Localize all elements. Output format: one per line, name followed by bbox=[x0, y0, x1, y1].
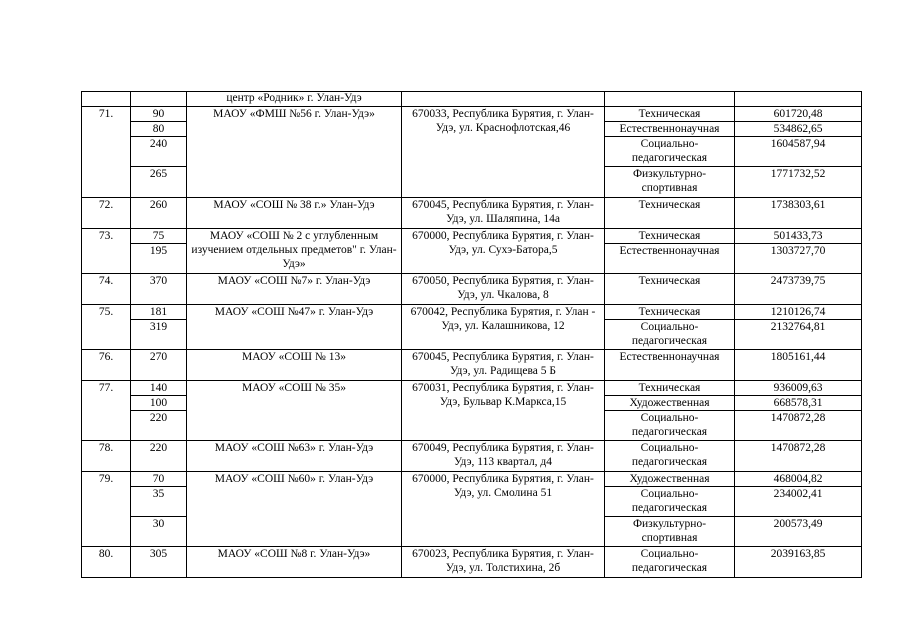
cell-address: 670045, Республика Бурятия, г. Улан-Удэ, ул. Радищева 5 Б bbox=[402, 350, 605, 381]
cell-count: 260 bbox=[131, 198, 187, 229]
cell-org: МАОУ «ФМШ №56 г. Улан-Удэ» bbox=[187, 107, 402, 198]
cell-amount: 668578,31 bbox=[735, 396, 862, 411]
cell-count bbox=[131, 92, 187, 107]
cell-direction: Естественнонаучная bbox=[605, 122, 735, 137]
table-row bbox=[82, 472, 862, 487]
cell-count: 80 bbox=[131, 122, 187, 137]
cell-count: 370 bbox=[131, 274, 187, 305]
cell-num: 71. bbox=[82, 107, 131, 198]
cell-count: 220 bbox=[131, 411, 187, 441]
cell-org: МАОУ «СОШ № 13» bbox=[187, 350, 402, 381]
cell-amount: 1738303,61 bbox=[735, 198, 862, 229]
cell-num: 79. bbox=[82, 472, 131, 547]
cell-amount: 534862,65 bbox=[735, 122, 862, 137]
cell-direction: Техническая bbox=[605, 229, 735, 244]
cell-direction: Социально-педагогическая bbox=[605, 487, 735, 517]
cell-address bbox=[402, 92, 605, 107]
cell-count: 270 bbox=[131, 350, 187, 381]
cell-num: 75. bbox=[82, 305, 131, 350]
cell-direction: Физкультурно-спортивная bbox=[605, 167, 735, 198]
table-row bbox=[82, 229, 862, 244]
cell-count: 220 bbox=[131, 441, 187, 472]
cell-direction: Социально-педагогическая bbox=[605, 411, 735, 441]
cell-count: 70 bbox=[131, 472, 187, 487]
cell-num: 76. bbox=[82, 350, 131, 381]
cell-num: 80. bbox=[82, 547, 131, 578]
table-row bbox=[82, 274, 862, 305]
table-row bbox=[82, 547, 862, 578]
cell-direction: Естественнонаучная bbox=[605, 350, 735, 381]
cell-direction: Техническая bbox=[605, 198, 735, 229]
table-row bbox=[82, 305, 862, 320]
cell-direction: Социально-педагогическая bbox=[605, 320, 735, 350]
cell-count: 35 bbox=[131, 487, 187, 517]
cell-amount: 2039163,85 bbox=[735, 547, 862, 578]
cell-amount bbox=[735, 92, 862, 107]
table-body bbox=[82, 92, 862, 578]
cell-address: 670031, Республика Бурятия, г. Улан-Удэ, Бульвар К.Маркса,15 bbox=[402, 381, 605, 441]
cell-count: 140 bbox=[131, 381, 187, 396]
cell-count: 75 bbox=[131, 229, 187, 244]
cell-direction: Техническая bbox=[605, 305, 735, 320]
cell-direction: Техническая bbox=[605, 107, 735, 122]
institutions-table bbox=[81, 91, 862, 578]
cell-address: 670000, Республика Бурятия, г. Улан-Удэ, ул. Сухэ-Батора,5 bbox=[402, 229, 605, 274]
cell-address: 670023, Республика Бурятия, г. Улан-Удэ, ул. Толстихина, 2б bbox=[402, 547, 605, 578]
cell-amount: 234002,41 bbox=[735, 487, 862, 517]
table-row bbox=[82, 381, 862, 396]
cell-num: 77. bbox=[82, 381, 131, 441]
cell-address: 670045, Республика Бурятия, г. Улан-Удэ, ул. Шаляпина, 14а bbox=[402, 198, 605, 229]
cell-direction: Техническая bbox=[605, 274, 735, 305]
cell-org: МАОУ «СОШ №60» г. Улан-Удэ bbox=[187, 472, 402, 547]
cell-direction: Социально-педагогическая bbox=[605, 547, 735, 578]
cell-num: 72. bbox=[82, 198, 131, 229]
cell-address: 670033, Республика Бурятия, г. Улан-Удэ, ул. Краснофлотская,46 bbox=[402, 107, 605, 198]
cell-amount: 936009,63 bbox=[735, 381, 862, 396]
cell-address: 670050, Республика Бурятия, г. Улан-Удэ, ул. Чкалова, 8 bbox=[402, 274, 605, 305]
cell-amount: 1805161,44 bbox=[735, 350, 862, 381]
cell-direction: Техническая bbox=[605, 381, 735, 396]
cell-count: 30 bbox=[131, 517, 187, 547]
cell-org: МАОУ «СОШ №8 г. Улан-Удэ» bbox=[187, 547, 402, 578]
cell-org: МАОУ «СОШ №47» г. Улан-Удэ bbox=[187, 305, 402, 350]
cell-num bbox=[82, 92, 131, 107]
cell-amount: 468004,82 bbox=[735, 472, 862, 487]
cell-address: 670042, Республика Бурятия, г. Улан - Удэ, ул. Калашникова, 12 bbox=[402, 305, 605, 350]
cell-count: 319 bbox=[131, 320, 187, 350]
cell-amount: 1210126,74 bbox=[735, 305, 862, 320]
cell-direction: Социально-педагогическая bbox=[605, 137, 735, 167]
cell-count: 100 bbox=[131, 396, 187, 411]
cell-num: 78. bbox=[82, 441, 131, 472]
continuation-row bbox=[82, 92, 862, 107]
cell-org: МАОУ «СОШ №7» г. Улан-Удэ bbox=[187, 274, 402, 305]
cell-org: МАОУ «СОШ № 38 г.» Улан-Удэ bbox=[187, 198, 402, 229]
cell-amount: 2132764,81 bbox=[735, 320, 862, 350]
cell-amount: 501433,73 bbox=[735, 229, 862, 244]
cell-amount: 601720,48 bbox=[735, 107, 862, 122]
cell-amount: 2473739,75 bbox=[735, 274, 862, 305]
cell-amount: 1470872,28 bbox=[735, 411, 862, 441]
table-row bbox=[82, 441, 862, 472]
cell-amount: 200573,49 bbox=[735, 517, 862, 547]
cell-count: 305 bbox=[131, 547, 187, 578]
cell-count: 181 bbox=[131, 305, 187, 320]
table-row bbox=[82, 107, 862, 122]
cell-org: МАОУ «СОШ № 35» bbox=[187, 381, 402, 441]
cell-org-continuation: центр «Родник» г. Улан-Удэ bbox=[187, 92, 402, 107]
cell-direction: Физкультурно-спортивная bbox=[605, 517, 735, 547]
cell-num: 73. bbox=[82, 229, 131, 274]
cell-amount: 1771732,52 bbox=[735, 167, 862, 198]
cell-count: 90 bbox=[131, 107, 187, 122]
table-row bbox=[82, 198, 862, 229]
cell-num: 74. bbox=[82, 274, 131, 305]
cell-amount: 1604587,94 bbox=[735, 137, 862, 167]
cell-direction: Художественная bbox=[605, 472, 735, 487]
cell-amount: 1303727,70 bbox=[735, 244, 862, 274]
cell-org: МАОУ «СОШ № 2 с углубленным изучением отдельных предметов" г. Улан-Удэ» bbox=[187, 229, 402, 274]
cell-direction: Социально-педагогическая bbox=[605, 441, 735, 472]
cell-org: МАОУ «СОШ №63» г. Улан-Удэ bbox=[187, 441, 402, 472]
table-row bbox=[82, 350, 862, 381]
cell-direction: Естественнонаучная bbox=[605, 244, 735, 274]
cell-address: 670000, Республика Бурятия, г. Улан-Удэ, ул. Смолина 51 bbox=[402, 472, 605, 547]
cell-count: 195 bbox=[131, 244, 187, 274]
cell-direction: Художественная bbox=[605, 396, 735, 411]
cell-address: 670049, Республика Бурятия, г. Улан-Удэ, 113 квартал, д4 bbox=[402, 441, 605, 472]
cell-count: 265 bbox=[131, 167, 187, 198]
cell-amount: 1470872,28 bbox=[735, 441, 862, 472]
cell-direction bbox=[605, 92, 735, 107]
cell-count: 240 bbox=[131, 137, 187, 167]
